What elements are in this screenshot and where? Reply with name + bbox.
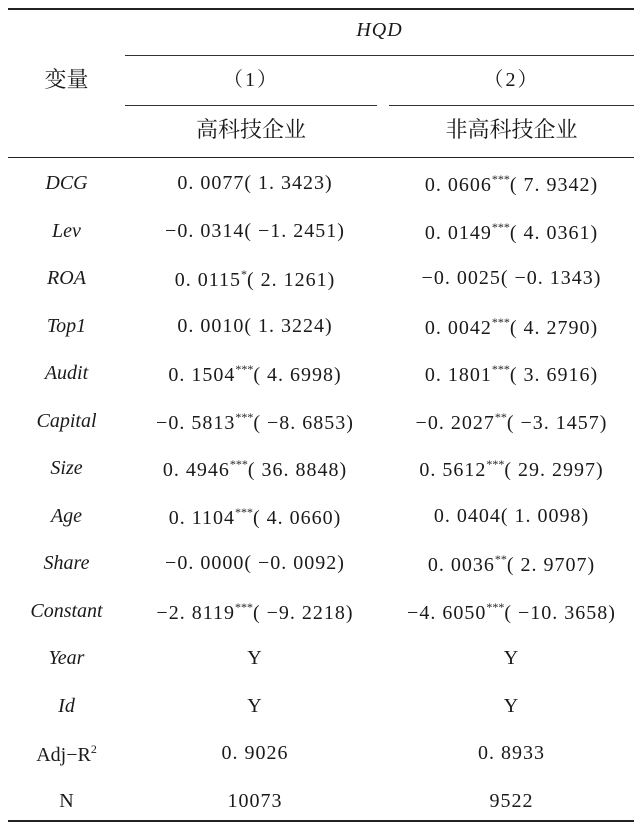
column-2-value	[389, 410, 634, 435]
column-2-name: 非高科技企业	[445, 118, 578, 143]
coefficient: −2. 8119	[156, 601, 235, 624]
variable-label: Adj−R	[36, 744, 91, 766]
column-2-value	[389, 505, 634, 528]
t-statistic: ( 7. 9342)	[509, 174, 599, 196]
table-row	[8, 255, 634, 303]
variable-label: Size	[50, 457, 83, 479]
column-1-value	[125, 315, 385, 338]
variable-label: Id	[58, 694, 75, 717]
column-1-value	[125, 552, 385, 575]
coefficient: Y	[247, 694, 263, 717]
coefficient: 0. 1504	[168, 364, 236, 386]
coefficient: 0. 1801	[424, 364, 492, 386]
column-1-value	[125, 600, 385, 625]
t-statistic: ( 36. 8848)	[247, 459, 348, 481]
variable-column-header: 变量	[44, 68, 89, 93]
column-2-rule	[389, 105, 634, 106]
coefficient: 0. 0149	[424, 221, 492, 244]
coefficient: 0. 0404( 1. 0098)	[433, 504, 590, 527]
row-variable-name	[8, 647, 125, 670]
variable-label: DCG	[45, 172, 88, 194]
coefficient: 9522	[489, 789, 534, 812]
coefficient: 0. 5612	[419, 459, 487, 481]
variable-label: N	[59, 789, 74, 812]
row-variable-name	[8, 695, 125, 718]
column-1-value	[125, 695, 385, 718]
t-statistic: ( 3. 6916)	[509, 364, 599, 386]
significance-stars: **	[494, 409, 507, 424]
variable-label: Top1	[46, 314, 87, 337]
t-statistic: ( −8. 6853)	[253, 411, 354, 434]
coefficient: −0. 0314( −1. 2451)	[165, 219, 345, 242]
significance-stars: ***	[229, 457, 248, 471]
row-variable-name	[8, 457, 125, 480]
t-statistic: ( 4. 2790)	[509, 316, 599, 339]
significance-stars: ***	[235, 362, 254, 376]
coefficient: 10073	[227, 789, 283, 812]
header-bottom-rule	[8, 157, 634, 158]
significance-stars: **	[494, 552, 507, 566]
variable-label: Age	[50, 504, 83, 527]
variable-label: Audit	[44, 362, 89, 384]
table-row	[8, 398, 634, 446]
significance-stars: *	[240, 267, 247, 281]
column-2-value	[389, 695, 634, 718]
table-row	[8, 683, 634, 731]
coefficient: −0. 0000( −0. 0092)	[165, 552, 345, 574]
table-row	[8, 635, 634, 683]
column-2-value	[389, 362, 634, 387]
column-2-value	[389, 647, 634, 670]
column-1-value	[125, 505, 385, 530]
coefficient: 0. 0077( 1. 3423)	[177, 172, 333, 194]
column-1-number: （1）	[223, 69, 279, 91]
table-row	[8, 730, 634, 778]
coefficient: Y	[503, 694, 520, 717]
row-variable-name	[8, 600, 125, 623]
coefficient: 0. 0036	[427, 554, 495, 576]
column-1-rule	[125, 105, 377, 106]
coefficient: Y	[503, 647, 520, 669]
column-1-value	[125, 647, 385, 670]
column-2-value	[389, 552, 634, 577]
column-2-value	[389, 790, 634, 813]
column-1-name: 高科技企业	[195, 118, 306, 143]
row-variable-name	[8, 790, 125, 813]
column-1-value	[125, 742, 385, 765]
column-1-value	[125, 457, 385, 482]
significance-stars: ***	[235, 409, 254, 424]
t-statistic: ( 2. 9707)	[506, 554, 596, 576]
significance-stars: ***	[491, 219, 510, 234]
column-2-value	[389, 220, 634, 245]
table-row	[8, 350, 634, 398]
variable-label: Lev	[52, 219, 81, 242]
variable-label: Year	[48, 647, 85, 669]
variable-label: Share	[43, 552, 90, 574]
coefficient: 0. 0042	[424, 316, 492, 339]
column-2-value	[389, 267, 634, 290]
table-row	[8, 588, 634, 636]
variable-label: Capital	[36, 409, 97, 432]
variable-superscript: 2	[90, 742, 97, 756]
coefficient: 0. 0010( 1. 3224)	[177, 314, 333, 337]
column-1-value	[125, 220, 385, 243]
row-variable-name	[8, 410, 125, 433]
header-span-rule	[125, 55, 634, 56]
column-2-value	[389, 742, 634, 765]
row-variable-name	[8, 267, 125, 290]
row-variable-name	[8, 220, 125, 243]
significance-stars: ***	[234, 504, 253, 519]
table-top-rule	[8, 8, 634, 10]
column-2-value	[389, 600, 634, 625]
table-row	[8, 445, 634, 493]
column-2-number: （2）	[483, 69, 540, 91]
t-statistic: ( 4. 6998)	[253, 364, 342, 386]
t-statistic: ( −3. 1457)	[506, 411, 608, 434]
t-statistic: ( 29. 2997)	[504, 459, 604, 481]
significance-stars: ***	[234, 599, 253, 614]
column-2-value	[389, 172, 634, 197]
table-row	[8, 160, 634, 208]
coefficient: 0. 1104	[168, 506, 235, 529]
row-variable-name	[8, 362, 125, 385]
coefficient: −4. 6050	[407, 601, 487, 624]
t-statistic: ( 4. 0660)	[252, 506, 342, 529]
coefficient: 0. 8933	[478, 742, 545, 764]
row-variable-name	[8, 315, 125, 338]
table-row	[8, 493, 634, 541]
table-row	[8, 303, 634, 351]
table-bottom-rule	[8, 820, 634, 822]
column-2-value	[389, 315, 634, 340]
row-variable-name	[8, 552, 125, 575]
t-statistic: ( −10. 3658)	[504, 601, 616, 624]
significance-stars: ***	[491, 172, 510, 186]
column-1-value	[125, 790, 385, 813]
table-row	[8, 540, 634, 588]
coefficient: Y	[247, 647, 263, 669]
t-statistic: ( 4. 0361)	[509, 221, 599, 244]
row-variable-name	[8, 742, 125, 767]
coefficient: −0. 5813	[156, 411, 236, 434]
variable-label: Constant	[30, 599, 103, 622]
coefficient: 0. 9026	[221, 742, 289, 764]
column-1-value	[125, 172, 385, 195]
coefficient: −0. 0025( −0. 1343)	[421, 267, 602, 289]
coefficient: −0. 2027	[415, 411, 495, 434]
coefficient: 0. 4946	[162, 459, 230, 481]
variable-label: ROA	[47, 267, 86, 289]
row-variable-name	[8, 172, 125, 195]
row-variable-name	[8, 505, 125, 528]
table-row	[8, 208, 634, 256]
column-1-value	[125, 267, 385, 292]
column-1-value	[125, 362, 385, 387]
significance-stars: ***	[491, 314, 510, 329]
coefficient: 0. 0115	[174, 269, 241, 291]
significance-stars: ***	[491, 362, 510, 376]
column-1-value	[125, 410, 385, 435]
dependent-variable-header: HQD	[356, 19, 403, 41]
t-statistic: ( 2. 1261)	[246, 269, 336, 291]
significance-stars: ***	[486, 599, 505, 614]
significance-stars: ***	[486, 457, 505, 471]
t-statistic: ( −9. 2218)	[252, 601, 354, 624]
table-row	[8, 778, 634, 825]
coefficient: 0. 0606	[424, 174, 492, 196]
column-2-value	[389, 457, 634, 482]
